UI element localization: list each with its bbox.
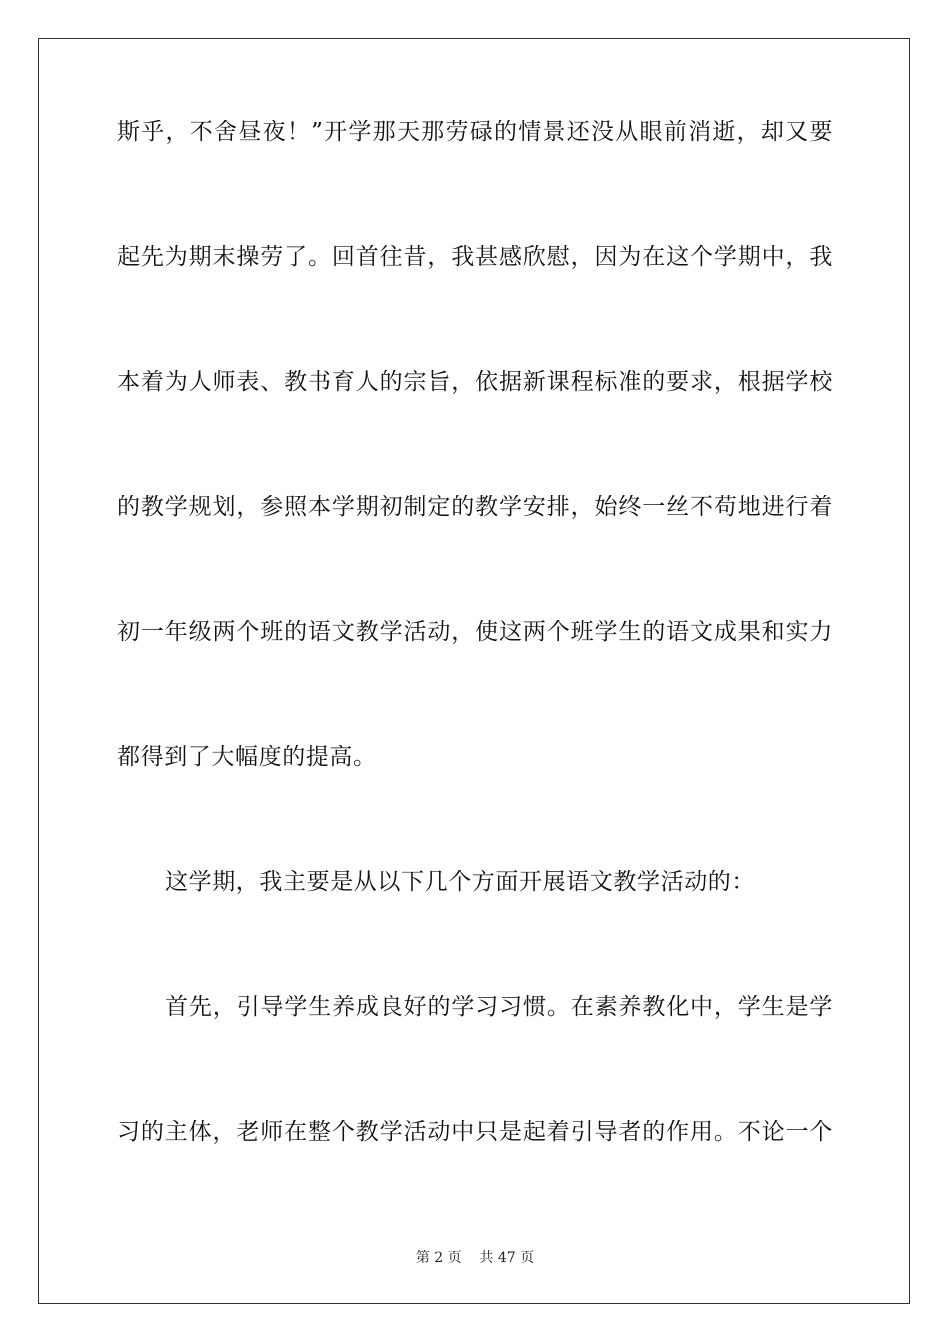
text-line: 都得到了大幅度的提高。 xyxy=(117,745,377,770)
page-number: 第 2 页 共 47 页 xyxy=(415,1250,535,1266)
document-body xyxy=(117,120,833,1245)
text-line: 习的主体，老师在整个教学活动中只是起着引导者的作用。不论一个 xyxy=(117,1120,833,1145)
paragraph-line: 这学期，我主要是从以下几个方面开展语文教学活动的： xyxy=(165,870,755,895)
text-line: 本着为人师表、教书育人的宗旨，依据新课程标准的要求，根据学校 xyxy=(117,370,833,395)
text-line: 斯乎，不舍昼夜！”开学那天那劳碌的情景还没从眼前消逝，却又要 xyxy=(117,120,833,145)
text-line: 的教学规划，参照本学期初制定的教学安排，始终一丝不苟地进行着 xyxy=(117,495,833,520)
text-line: 初一年级两个班的语文教学活动，使这两个班学生的语文成果和实力 xyxy=(117,620,833,645)
paragraph-line: 首先，引导学生养成良好的学习习惯。在素养教化中，学生是学 xyxy=(165,995,833,1020)
text-line: 起先为期末操劳了。回首往昔，我甚感欣慰，因为在这个学期中，我 xyxy=(117,245,833,270)
